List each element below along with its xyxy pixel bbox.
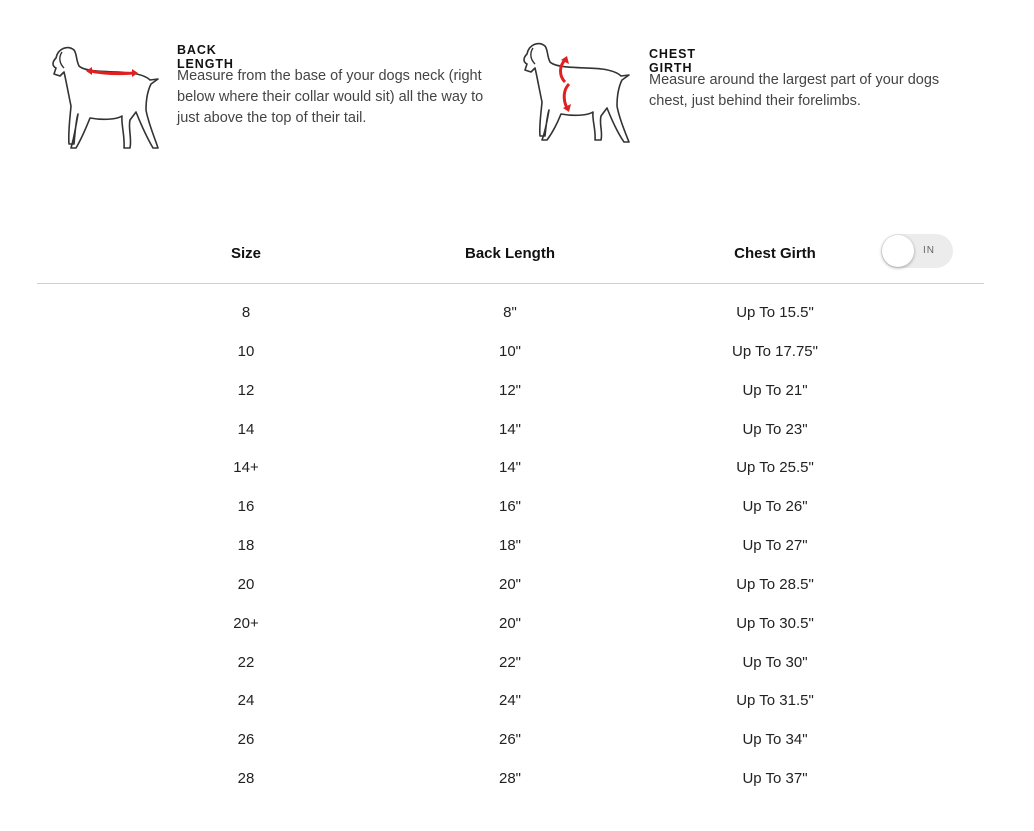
back-length-cell: 8": [503, 304, 517, 321]
back-length-cell: 14": [498, 459, 521, 477]
size-cell: 20: [237, 575, 255, 593]
back-length-cell: 26": [498, 731, 521, 749]
size-cell: 16: [237, 498, 255, 516]
table-row: [0, 760, 1034, 799]
size-cell: 26: [237, 731, 255, 749]
header-back-length: Back Length: [464, 245, 555, 262]
size-cell: 10: [237, 342, 255, 360]
toggle-knob[interactable]: [882, 235, 914, 267]
chest-girth-cell: Up To 21": [742, 381, 808, 399]
back-length-description: Measure from the base of your dogs neck (right below where their collar would sit) all the way to just above the top of their tail.: [177, 68, 484, 126]
size-cell: 18: [237, 537, 255, 555]
size-cell: 12: [237, 381, 255, 399]
chest-girth-cell: Up To 34": [742, 731, 808, 749]
chest-girth-description: Measure around the largest part of your dogs chest, just behind their forelimbs.: [649, 72, 940, 109]
table-row: [0, 682, 1034, 721]
chest-girth-cell: Up To 26": [742, 498, 808, 516]
chest-girth-cell: Up To 25.5": [736, 459, 814, 477]
back-length-cell: 18": [498, 537, 521, 555]
chest-girth-cell: Up To 15.5": [736, 304, 814, 321]
header-chest-girth: Chest Girth: [734, 245, 816, 262]
back-length-cell: 14": [498, 420, 521, 438]
size-cell: 28: [237, 770, 255, 788]
table-row: [0, 411, 1034, 450]
dog-chest-girth-icon: [517, 36, 637, 148]
chest-girth-cell: Up To 28.5": [736, 575, 814, 593]
back-length-cell: 20": [498, 614, 521, 632]
chest-girth-cell: Up To 27": [742, 537, 808, 555]
header-size: Size: [230, 245, 261, 262]
header-divider: [37, 283, 984, 284]
back-length-cell: 28": [498, 770, 521, 788]
size-cell: 14+: [233, 459, 259, 477]
size-cell: 8: [241, 304, 251, 321]
chest-girth-cell: Up To 30": [742, 653, 808, 671]
back-length-cell: 12": [498, 381, 521, 399]
table-row: [0, 644, 1034, 683]
table-row: [0, 605, 1034, 644]
table-row: [0, 566, 1034, 605]
size-cell: 22: [237, 653, 255, 671]
back-length-title: BACK LENGTH: [177, 43, 234, 71]
table-row: [0, 488, 1034, 527]
chest-girth-title: CHEST GIRTH: [649, 47, 696, 75]
table-row: [0, 721, 1034, 760]
size-table-body: [0, 294, 1034, 799]
back-length-cell: 20": [498, 575, 521, 593]
chest-girth-cell: Up To 37": [742, 770, 808, 788]
size-table-header: [0, 230, 1034, 284]
unit-toggle[interactable]: [881, 234, 953, 268]
table-row: [0, 527, 1034, 566]
size-cell: 24: [237, 692, 255, 710]
size-cell: 14: [237, 420, 255, 438]
back-length-cell: 24": [498, 692, 521, 710]
table-row: [0, 449, 1034, 488]
chest-girth-cell: Up To 23": [742, 420, 808, 438]
table-row: [0, 372, 1034, 411]
back-length-cell: 10": [498, 342, 521, 360]
size-cell: 20+: [233, 614, 259, 632]
chest-girth-cell: Up To 31.5": [736, 692, 814, 710]
table-row: [0, 294, 1034, 333]
chest-girth-cell: Up To 30.5": [736, 614, 814, 632]
back-length-cell: 16": [498, 498, 521, 516]
table-row: [0, 333, 1034, 372]
chest-girth-cell: Up To 17.75": [732, 342, 818, 360]
unit-toggle-label: IN: [923, 245, 935, 256]
back-length-cell: 22": [498, 653, 521, 671]
dog-back-length-icon: [46, 40, 166, 152]
